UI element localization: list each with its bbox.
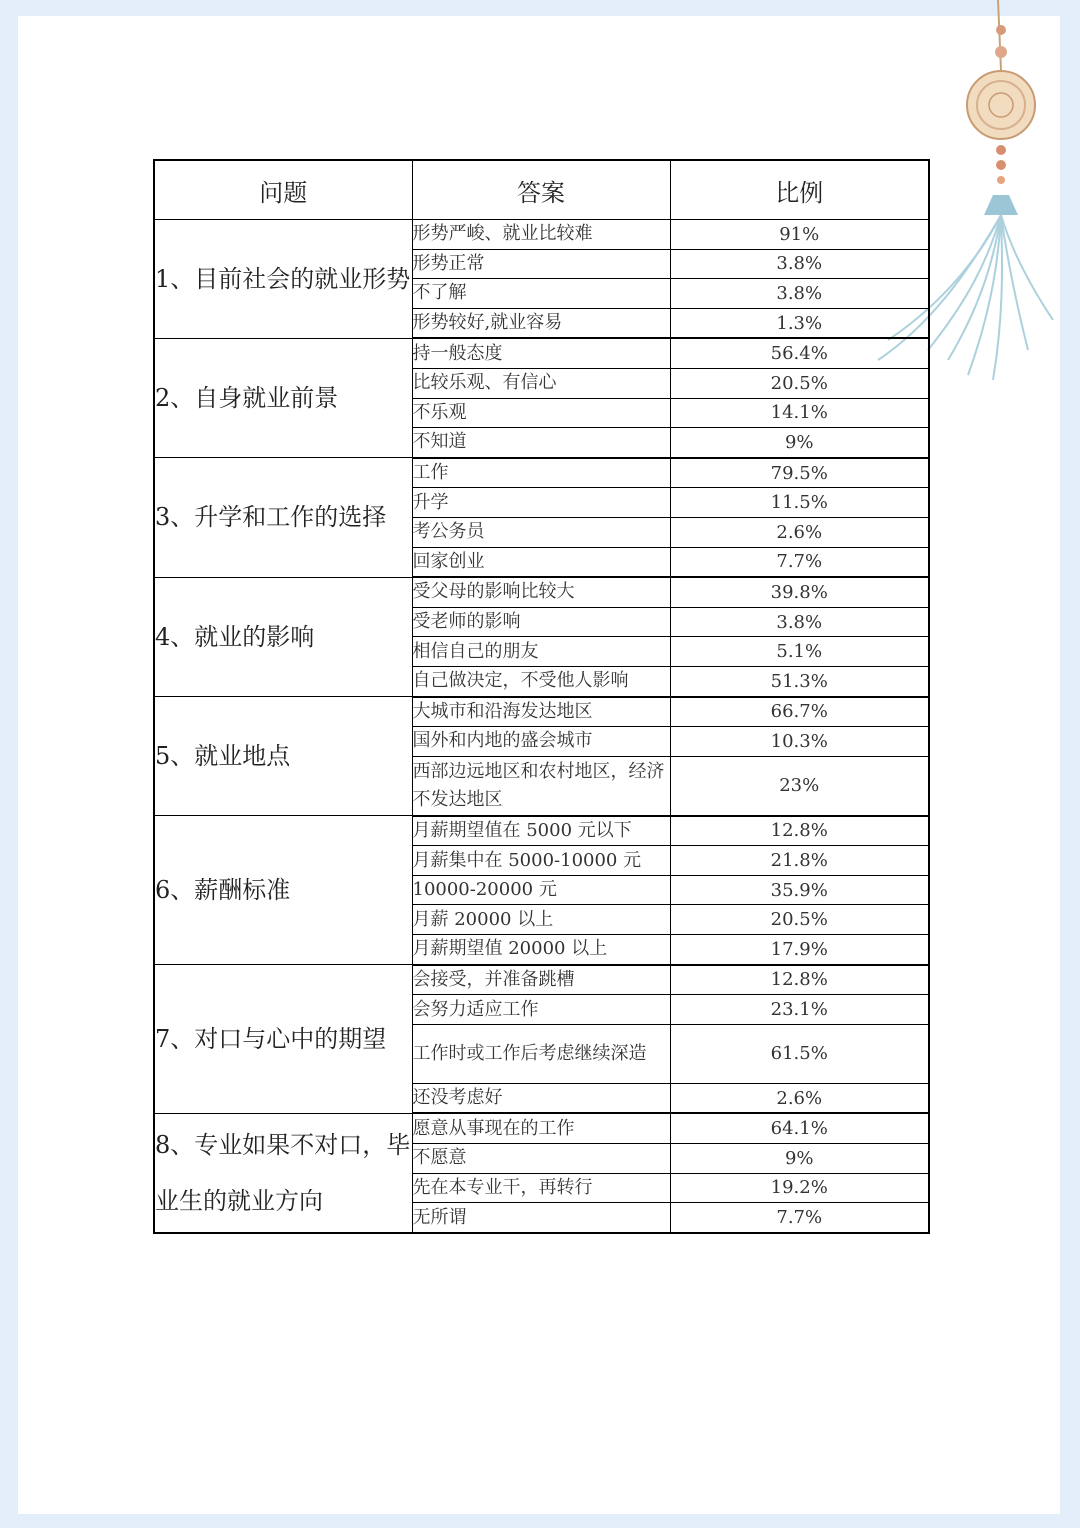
answer-cell: 月薪期望值在 5000 元以下 — [412, 816, 670, 846]
answer-cell: 10000-20000 元 — [412, 875, 670, 905]
answer-cell: 形势较好,就业容易 — [412, 308, 670, 338]
answer-cell: 相信自己的朋友 — [412, 637, 670, 667]
percentage-cell: 14.1% — [670, 398, 929, 428]
answer-cell: 不愿意 — [412, 1144, 670, 1174]
answer-cell: 先在本专业干，再转行 — [412, 1173, 670, 1203]
question-cell: 3、升学和工作的选择 — [154, 458, 412, 577]
answer-cell: 会接受，并准备跳槽 — [412, 965, 670, 995]
percentage-cell: 20.5% — [670, 368, 929, 398]
header-answer: 答案 — [412, 160, 670, 220]
percentage-cell: 9% — [670, 428, 929, 458]
percentage-cell: 9% — [670, 1144, 929, 1174]
answer-cell: 回家创业 — [412, 547, 670, 577]
percentage-cell: 7.7% — [670, 1203, 929, 1233]
answer-cell: 形势正常 — [412, 249, 670, 279]
percentage-cell: 19.2% — [670, 1173, 929, 1203]
header-percentage: 比例 — [670, 160, 929, 220]
answer-cell: 国外和内地的盛会城市 — [412, 727, 670, 757]
question-cell: 6、薪酬标准 — [154, 816, 412, 965]
percentage-cell: 1.3% — [670, 308, 929, 338]
answer-cell: 会努力适应工作 — [412, 995, 670, 1025]
percentage-cell: 2.6% — [670, 517, 929, 547]
percentage-cell: 79.5% — [670, 458, 929, 488]
question-cell: 2、自身就业前景 — [154, 338, 412, 457]
table-header-row — [154, 160, 929, 220]
question-cell: 8、专业如果不对口，毕业生的就业方向 — [154, 1113, 412, 1232]
percentage-cell: 64.1% — [670, 1113, 929, 1143]
answer-cell: 工作时或工作后考虑继续深造 — [412, 1024, 670, 1083]
table-row — [154, 697, 929, 727]
percentage-cell: 10.3% — [670, 727, 929, 757]
percentage-cell: 3.8% — [670, 607, 929, 637]
table-row — [154, 338, 929, 368]
answer-cell: 比较乐观、有信心 — [412, 368, 670, 398]
answer-cell: 考公务员 — [412, 517, 670, 547]
question-cell: 7、对口与心中的期望 — [154, 965, 412, 1114]
percentage-cell: 7.7% — [670, 547, 929, 577]
answer-cell: 还没考虑好 — [412, 1083, 670, 1113]
survey-results-table — [153, 159, 930, 1234]
answer-cell: 月薪集中在 5000-10000 元 — [412, 846, 670, 876]
question-cell: 4、就业的影响 — [154, 577, 412, 696]
percentage-cell: 56.4% — [670, 338, 929, 368]
percentage-cell: 2.6% — [670, 1083, 929, 1113]
percentage-cell: 23.1% — [670, 995, 929, 1025]
table-row — [154, 577, 929, 607]
answer-cell: 工作 — [412, 458, 670, 488]
percentage-cell: 61.5% — [670, 1024, 929, 1083]
percentage-cell: 91% — [670, 220, 929, 250]
answer-cell: 不乐观 — [412, 398, 670, 428]
percentage-cell: 11.5% — [670, 488, 929, 518]
percentage-cell: 20.5% — [670, 905, 929, 935]
answer-cell: 受老师的影响 — [412, 607, 670, 637]
table-row — [154, 220, 929, 250]
percentage-cell: 3.8% — [670, 249, 929, 279]
question-cell: 1、目前社会的就业形势 — [154, 220, 412, 339]
table-row — [154, 816, 929, 846]
answer-cell: 自己做决定，不受他人影响 — [412, 666, 670, 696]
percentage-cell: 39.8% — [670, 577, 929, 607]
answer-cell: 受父母的影响比较大 — [412, 577, 670, 607]
answer-cell: 月薪 20000 以上 — [412, 905, 670, 935]
percentage-cell: 12.8% — [670, 965, 929, 995]
percentage-cell: 21.8% — [670, 846, 929, 876]
percentage-cell: 66.7% — [670, 697, 929, 727]
answer-cell: 愿意从事现在的工作 — [412, 1113, 670, 1143]
percentage-cell: 51.3% — [670, 666, 929, 696]
percentage-cell: 12.8% — [670, 816, 929, 846]
percentage-cell: 35.9% — [670, 875, 929, 905]
answer-cell: 升学 — [412, 488, 670, 518]
table-row — [154, 965, 929, 995]
answer-cell: 无所谓 — [412, 1203, 670, 1233]
percentage-cell: 23% — [670, 756, 929, 816]
table-row — [154, 458, 929, 488]
table-row — [154, 1113, 929, 1143]
answer-cell: 西部边远地区和农村地区，经济不发达地区 — [412, 756, 670, 816]
question-cell: 5、就业地点 — [154, 697, 412, 816]
percentage-cell: 17.9% — [670, 935, 929, 965]
header-question: 问题 — [154, 160, 412, 220]
answer-cell: 月薪期望值 20000 以上 — [412, 935, 670, 965]
answer-cell: 大城市和沿海发达地区 — [412, 697, 670, 727]
answer-cell: 不知道 — [412, 428, 670, 458]
percentage-cell: 3.8% — [670, 279, 929, 309]
percentage-cell: 5.1% — [670, 637, 929, 667]
answer-cell: 形势严峻、就业比较难 — [412, 220, 670, 250]
answer-cell: 持一般态度 — [412, 338, 670, 368]
answer-cell: 不了解 — [412, 279, 670, 309]
